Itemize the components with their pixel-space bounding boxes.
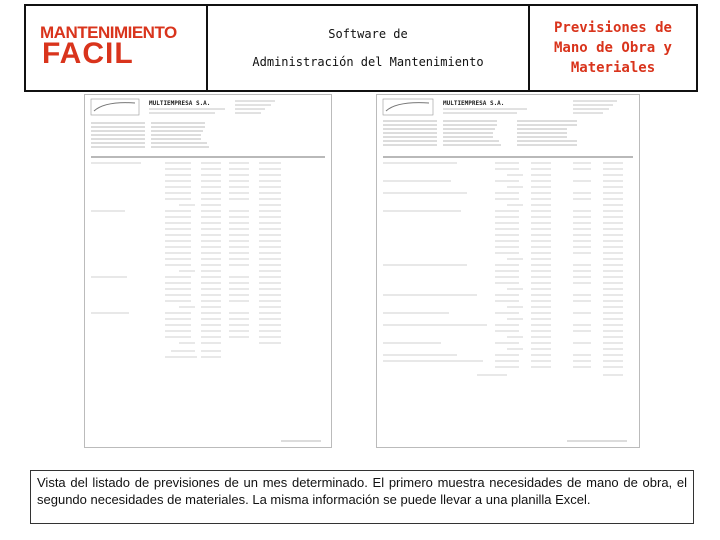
title-line-2: Administración del Mantenimiento: [252, 55, 484, 69]
section-title-line-1: Previsiones de: [553, 20, 672, 36]
report2-company: MULTIEMPRESA S.A.: [443, 100, 505, 107]
logo-text-bottom: FACIL: [42, 37, 134, 70]
logo-text-top: MANTENIMIENTO: [40, 23, 177, 42]
materials-forecast-report: [376, 94, 640, 448]
title-line-1: Software de: [328, 27, 408, 41]
caption-box: [30, 470, 694, 524]
labor-report-scan: [85, 95, 331, 447]
report1-company: MULTIEMPRESA S.A.: [149, 100, 211, 107]
title-cell: [208, 6, 530, 90]
section-title-cell: [530, 6, 696, 90]
section-title-line-3: Materiales: [570, 60, 656, 76]
company-logo: [40, 21, 192, 75]
header-banner: [24, 4, 698, 92]
section-title-line-2: Mano de Obra y: [553, 40, 672, 56]
materials-report-scan: [377, 95, 639, 447]
caption-text: Vista del listado de previsiones de un mes determinado. El primero muestra necesidades de mano de obra, el segundo necesidades de materiales. La misma información se puede llevar a una planilla Excel.: [37, 475, 687, 507]
labor-forecast-report: [84, 94, 332, 448]
logo-cell: [26, 6, 208, 90]
